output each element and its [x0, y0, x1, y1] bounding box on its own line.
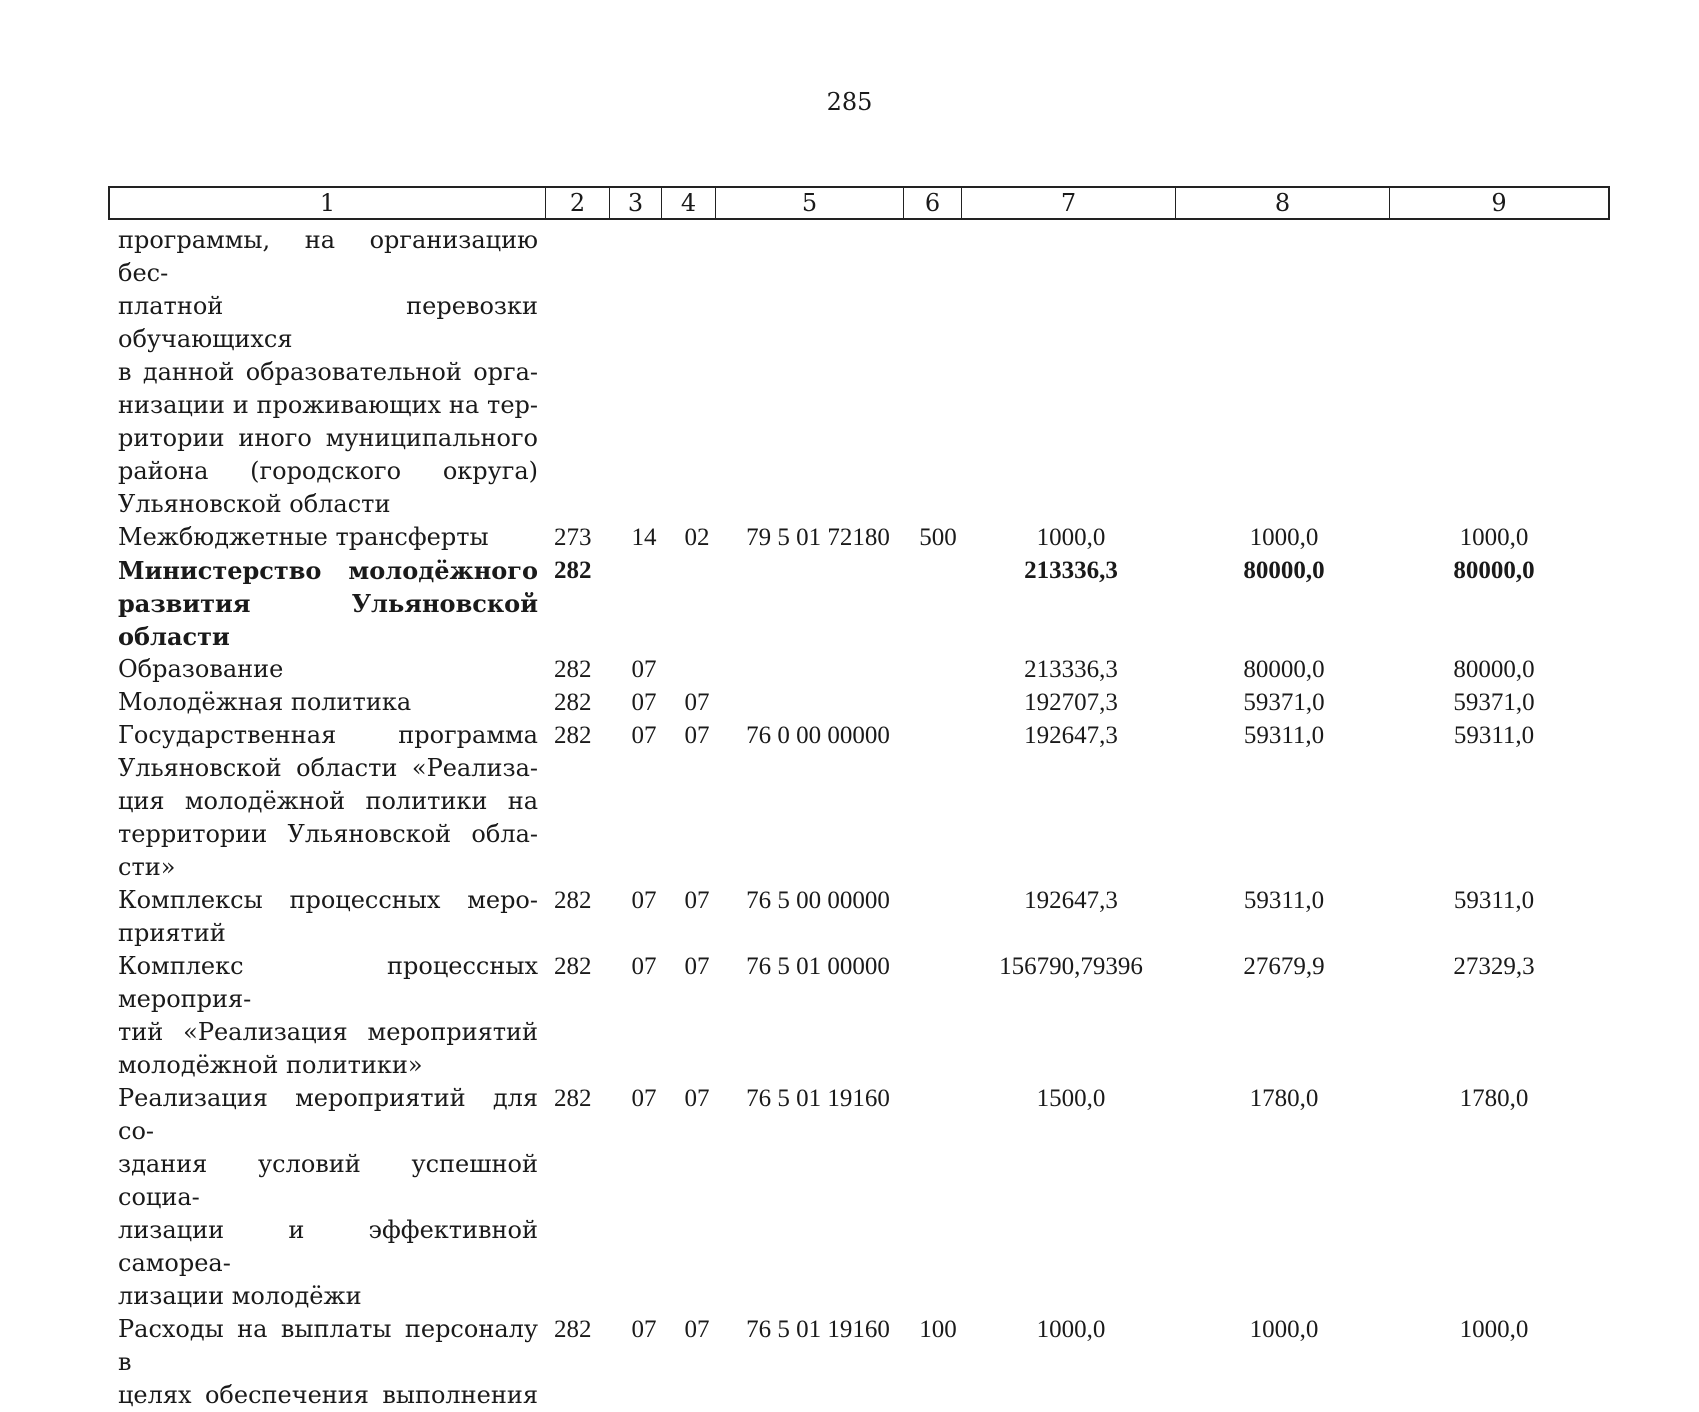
row-description	[118, 1313, 538, 1412]
description-line: территории Ульяновской обла-	[118, 820, 538, 848]
cell-col-2: 282	[554, 887, 592, 914]
description-line: Ульяновской области	[118, 490, 391, 518]
table-row	[118, 653, 1598, 686]
row-description	[118, 686, 538, 719]
cell-col-7: 1500,0	[1036, 1085, 1106, 1112]
cell-col-8: 80000,0	[1243, 656, 1325, 683]
cell-col-3: 07	[631, 689, 657, 716]
cell-col-4: 07	[684, 953, 710, 980]
row-description	[118, 884, 538, 950]
cell-col-2: 282	[554, 722, 592, 749]
cell-col-8: 59311,0	[1243, 722, 1325, 749]
cell-col-8: 27679,9	[1243, 953, 1325, 980]
table-row	[118, 224, 1598, 521]
cell-col-6: 500	[919, 524, 957, 551]
description-line: Межбюджетные трансферты	[118, 523, 489, 551]
cell-col-9: 1000,0	[1459, 1316, 1529, 1343]
cell-col-3: 07	[631, 1316, 657, 1343]
description-line: молодёжной политики»	[118, 1051, 423, 1079]
cell-col-5: 76 0 00 00000	[746, 722, 890, 749]
cell-col-9: 59311,0	[1453, 887, 1535, 914]
description-line: Комплексы процессных меро-	[118, 886, 538, 914]
cell-col-9: 27329,3	[1453, 953, 1535, 980]
description-line: Молодёжная политика	[118, 688, 412, 716]
description-line: низации и проживающих на тер-	[118, 391, 538, 419]
row-description	[118, 224, 538, 521]
cell-col-2: 282	[554, 1316, 592, 1343]
table-row	[118, 554, 1598, 653]
cell-col-7: 192647,3	[1024, 722, 1118, 749]
page-number: 285	[826, 88, 873, 116]
description-line: сти»	[118, 853, 176, 881]
cell-col-9: 80000,0	[1453, 557, 1535, 584]
cell-col-2: 282	[554, 689, 592, 716]
header-col-7: 7	[962, 188, 1176, 218]
cell-col-3: 07	[631, 1085, 657, 1112]
cell-col-8: 80000,0	[1243, 557, 1325, 584]
table-row	[118, 950, 1598, 1082]
header-col-2: 2	[546, 188, 610, 218]
table-body	[118, 224, 1598, 1412]
row-description	[118, 1082, 538, 1313]
description-line: ция молодёжной политики на	[118, 787, 538, 815]
description-line: Реализация мероприятий для со-	[118, 1084, 538, 1145]
description-line: лизации и эффективной самореа-	[118, 1216, 538, 1277]
description-line: программы, на организацию бес-	[118, 226, 538, 287]
description-line: тий «Реализация мероприятий	[118, 1018, 538, 1046]
table-row	[118, 521, 1598, 554]
description-line: в данной образовательной орга-	[118, 358, 538, 386]
cell-col-5: 76 5 00 00000	[746, 887, 890, 914]
cell-col-5: 76 5 01 19160	[746, 1316, 890, 1343]
cell-col-6: 100	[919, 1316, 957, 1343]
table-row	[118, 1313, 1598, 1412]
cell-col-8: 59311,0	[1243, 887, 1325, 914]
cell-col-7: 213336,3	[1024, 557, 1118, 584]
description-line: района (городского округа)	[118, 457, 538, 485]
table-row	[118, 1082, 1598, 1313]
cell-col-5: 76 5 01 00000	[746, 953, 890, 980]
description-line: ритории иного муниципального	[118, 424, 538, 452]
header-col-5: 5	[716, 188, 904, 218]
cell-col-9: 1780,0	[1459, 1085, 1529, 1112]
header-col-3: 3	[610, 188, 662, 218]
cell-col-9: 80000,0	[1453, 656, 1535, 683]
cell-col-3: 14	[631, 524, 657, 551]
cell-col-7: 1000,0	[1036, 524, 1106, 551]
row-description	[118, 653, 538, 686]
description-line: Образование	[118, 655, 284, 683]
description-line: развития Ульяновской области	[118, 589, 538, 651]
row-description	[118, 554, 538, 653]
cell-col-8: 59371,0	[1243, 689, 1325, 716]
cell-col-4: 07	[684, 887, 710, 914]
description-line: Министерство молодёжного	[118, 556, 538, 585]
row-description	[118, 950, 538, 1082]
cell-col-3: 07	[631, 953, 657, 980]
description-line: приятий	[118, 919, 226, 947]
cell-col-4: 07	[684, 689, 710, 716]
cell-col-2: 282	[554, 1085, 592, 1112]
table-row	[118, 884, 1598, 950]
cell-col-5: 79 5 01 72180	[746, 524, 890, 551]
cell-col-9: 59311,0	[1453, 722, 1535, 749]
cell-col-4: 02	[684, 524, 710, 551]
cell-col-8: 1000,0	[1249, 1316, 1319, 1343]
header-col-1: 1	[110, 188, 546, 218]
description-line: Ульяновской области «Реализа-	[118, 754, 538, 782]
row-description	[118, 521, 538, 554]
cell-col-3: 07	[631, 722, 657, 749]
cell-col-2: 282	[554, 656, 592, 683]
table-row	[118, 719, 1598, 884]
cell-col-7: 156790,79396	[999, 953, 1143, 980]
cell-col-2: 282	[554, 557, 592, 584]
cell-col-9: 1000,0	[1459, 524, 1529, 551]
description-line: Комплекс процессных мероприя-	[118, 952, 538, 1013]
description-line: платной перевозки обучающихся	[118, 292, 538, 353]
header-col-8: 8	[1176, 188, 1390, 218]
cell-col-4: 07	[684, 1085, 710, 1112]
header-col-4: 4	[662, 188, 716, 218]
cell-col-4: 07	[684, 1316, 710, 1343]
cell-col-7: 192647,3	[1024, 887, 1118, 914]
description-line: здания условий успешной социа-	[118, 1150, 538, 1211]
header-col-6: 6	[904, 188, 962, 218]
cell-col-7: 213336,3	[1024, 656, 1118, 683]
cell-col-5: 76 5 01 19160	[746, 1085, 890, 1112]
cell-col-3: 07	[631, 887, 657, 914]
description-line: целях обеспечения выполнения	[118, 1381, 538, 1409]
cell-col-7: 1000,0	[1036, 1316, 1106, 1343]
cell-col-7: 192707,3	[1024, 689, 1118, 716]
header-col-9: 9	[1491, 189, 1507, 217]
description-line: Государственная программа	[118, 721, 538, 749]
table-header	[108, 186, 1610, 220]
cell-col-4: 07	[684, 722, 710, 749]
cell-col-9: 59371,0	[1453, 689, 1535, 716]
table-row	[118, 686, 1598, 719]
cell-col-2: 273	[554, 524, 592, 551]
cell-col-2: 282	[554, 953, 592, 980]
cell-col-8: 1780,0	[1249, 1085, 1319, 1112]
cell-col-3: 07	[631, 656, 657, 683]
cell-col-8: 1000,0	[1249, 524, 1319, 551]
description-line: Расходы на выплаты персоналу в	[118, 1315, 538, 1376]
description-line: лизации молодёжи	[118, 1282, 362, 1310]
row-description	[118, 719, 538, 884]
